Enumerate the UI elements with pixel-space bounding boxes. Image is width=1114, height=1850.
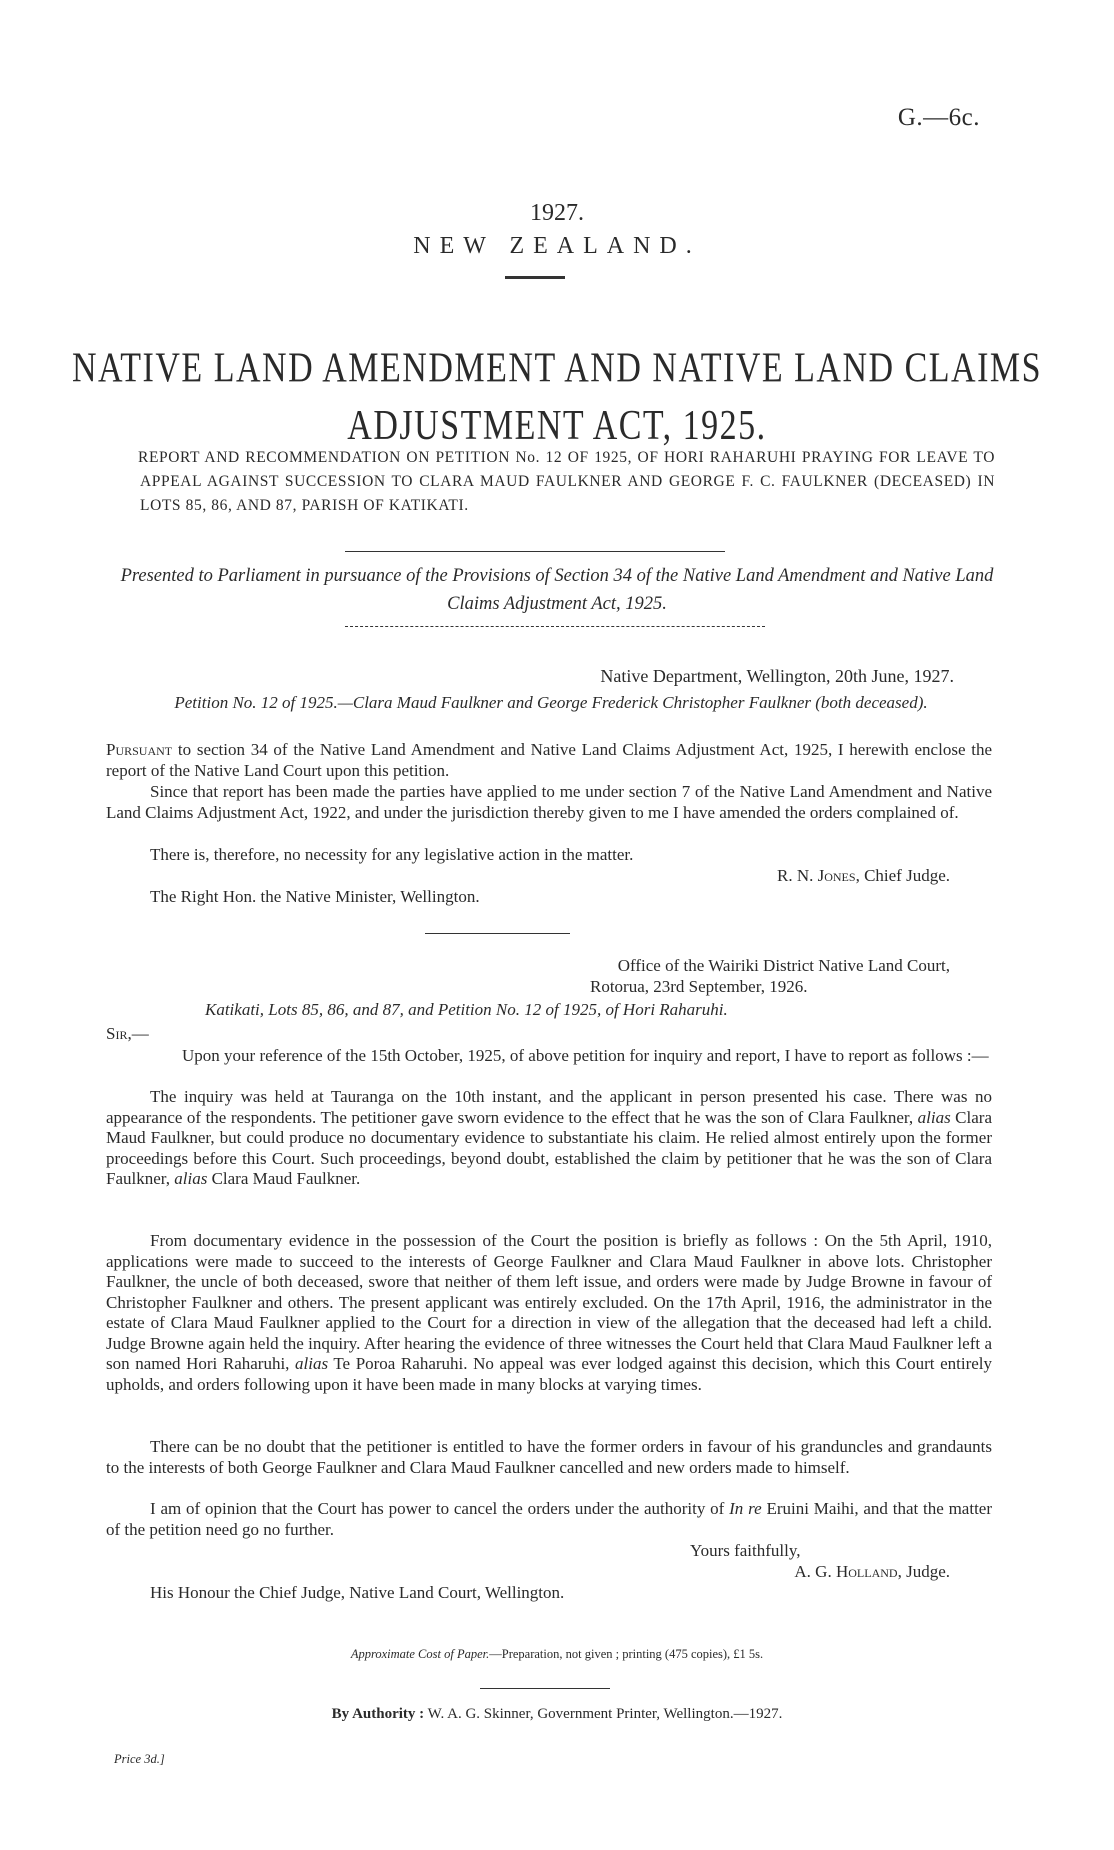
printer-imprint (0, 1706, 1114, 1723)
header-rule (505, 276, 565, 279)
letter2-paragraph-2-part-c: Clara Maud Faulkner. (207, 1169, 361, 1188)
letter2-closing: Yours faithfully, (690, 1541, 801, 1560)
title-line-2: ADJUSTMENT ACT, 1925. (347, 402, 767, 449)
letter2-signature-initials: A. G. (794, 1562, 836, 1581)
page-title (0, 340, 1114, 455)
letter1-paragraph-3: There is, therefore, no necessity for any legislative action in the matter. (150, 845, 634, 864)
section-divider (425, 933, 570, 934)
title-line-1: NATIVE LAND AMENDMENT AND NATIVE LAND CLAIMS (71, 345, 1043, 392)
in-re-term: In re (729, 1499, 762, 1518)
letter2-paragraph-4: There can be no doubt that the petitioner is entitled to have the former orders in favour of his granduncles and grandaunts to the interests of both George Faulkner and Clara Maud Faulkner cancelled and new orders made to himself. (106, 1437, 992, 1477)
letter2-paragraph-1: Upon your reference of the 15th October, 1925, of above petition for inquiry and report, I have to report as follows :— (182, 1046, 989, 1065)
letter2-office-line-2: Rotorua, 23rd September, 1926. (590, 977, 808, 996)
document-reference: G.—6c. (897, 104, 980, 131)
letter1-paragraph-2: Since that report has been made the parties have applied to me under section 7 of the Native Land Amendment and Native Land Claims Adjustment Act, 1922, and under the jurisdiction thereby given to me I have amended the orders complained of. (106, 782, 992, 822)
letter1-paragraph-1-text: to section 34 of the Native Land Amendment and Native Land Claims Adjustment Act, 1925, I herewith enclose the report of the Native Land Court upon this petition. (106, 740, 992, 780)
footer-rule (480, 1688, 610, 1689)
presented-statement: Presented to Parliament in pursuance of the Provisions of Section 34 of the Native Land Amendment and Native Land Claims Adjustment Act, 1925. (120, 566, 994, 614)
letter2-signature-name: Holland (835, 1562, 898, 1581)
country-heading: NEW ZEALAND. (413, 233, 701, 259)
letter2-paragraph-2-part-b: Clara Maud Faulkner, but could produce no documentary evidence to substantiate his claim. He relied almost entirely upon the former proceedings before this Court. Such proceedings, beyond doubt, established the claim by petitioner that he was the son of Clara Faulkner, (106, 1107, 992, 1188)
cost-note-text: —Preparation, not given ; printing (475 copies), £1 5s. (489, 1647, 764, 1661)
letter2-paragraph-5 (106, 1499, 992, 1540)
document-year: 1927. (530, 200, 584, 226)
printer-imprint-text: W. A. G. Skinner, Government Printer, Wellington.—1927. (424, 1706, 783, 1722)
letter2-subject: Katikati, Lots 85, 86, and 87, and Petition No. 12 of 1925, of Hori Raharuhi. (205, 1000, 728, 1019)
letter1-lead-word: Pursuant (106, 740, 173, 759)
letter2-office-line-1: Office of the Wairiki District Native Land Court, (617, 956, 950, 975)
letter2-signature (794, 1562, 950, 1583)
cost-note-label: Approximate Cost of Paper. (350, 1647, 490, 1661)
letter2-paragraph-3-part-b: Te Poroa Raharuhi. No appeal was ever lodged against this decision, which this Court entirely upholds, and orders following upon it have been made in many blocks at varying times. (106, 1354, 993, 1394)
presented-bottom-rule (345, 626, 765, 627)
letter1-signature-title: , Chief Judge. (855, 866, 950, 885)
letter2-paragraph-5-part-b: Eruini Maihi, and that the matter of the petition need go no further. (106, 1499, 993, 1539)
presented-top-rule (345, 551, 725, 552)
alias-term: alias (174, 1169, 208, 1188)
letter1-signature-initials: R. N. (776, 866, 818, 885)
report-subtitle: REPORT AND RECOMMENDATION ON PETITION No. 12 OF 1925, OF HORI RAHARUHI PRAYING FOR LEAVE TO APPEAL AGAINST SUCCESSION TO CLARA MAUD FAULKNER AND GEORGE F. C. FAULKNER (DECEASED) IN LOTS 85, 86, AND 87, PARISH OF KATIKATI. (138, 449, 995, 514)
price-note: Price 3d.] (114, 1752, 165, 1766)
letter2-paragraph-2-part-a: The inquiry was held at Tauranga on the 10th instant, and the applicant in person presented his case. There was no appearance of the respondents. The petitioner gave sworn evidence to the effect that he was the son of Clara Faulkner, (106, 1087, 992, 1127)
letter1-addressee: The Right Hon. the Native Minister, Wellington. (150, 887, 480, 906)
letter1-subject: Petition No. 12 of 1925.—Clara Maud Faulkner and George Frederick Christopher Faulkner (both deceased). (174, 693, 928, 712)
printer-imprint-label: By Authority : (331, 1706, 425, 1722)
letter1-signature (777, 866, 950, 887)
letter2-paragraph-3-part-a: From documentary evidence in the possession of the Court the position is briefly as follows : On the 5th April, 1910, applications were made to succeed to the interests of George Faulkner and Clara Maud Faulkner in above lots. Christopher Faulkner, the uncle of both deceased, swore that neither of them left issue, and orders were made by Judge Browne in favour of Christopher Faulkner and others. The present applicant was entirely excluded. On the 17th April, 1916, the administrator in the estate of Clara Maud Faulkner applied to the Court for a direction in view of the allegation that the deceased had left a child. Judge Browne again held the inquiry. After hearing the evidence of three witnesses the Court held that Clara Maud Faulkner left a son named Hori Raharuhi, (106, 1231, 992, 1373)
letter2-paragraph-5-part-a: I am of opinion that the Court has power to cancel the orders under the authority of (150, 1499, 730, 1518)
alias-term: alias (295, 1354, 329, 1373)
letter1-paragraph-1 (106, 740, 992, 781)
letter2-signature-title: , Judge. (897, 1562, 950, 1581)
letter2-paragraph-2 (106, 1087, 992, 1190)
letter2-salutation: Sir,— (106, 1024, 149, 1043)
cost-note (0, 1647, 1114, 1662)
letter2-addressee: His Honour the Chief Judge, Native Land Court, Wellington. (150, 1583, 565, 1602)
letter2-paragraph-3 (106, 1231, 992, 1395)
letter1-dateline: Native Department, Wellington, 20th June, 1927. (600, 666, 954, 686)
letter1-signature-name: Jones (817, 866, 856, 885)
alias-term: alias (917, 1107, 951, 1127)
